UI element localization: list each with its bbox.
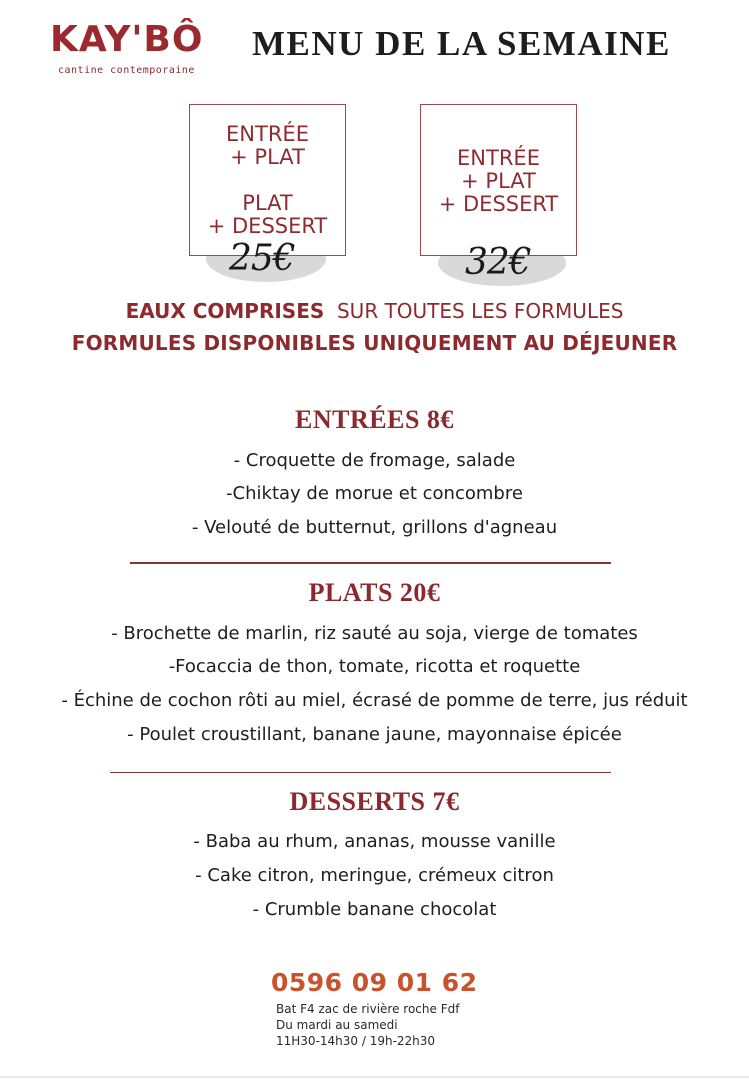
formula-1-price: 25€	[229, 238, 295, 279]
section-title-desserts: DESSERTS 7€	[289, 787, 460, 816]
formula-2-line-3: + DESSERT	[438, 192, 559, 216]
formula-1-line-1: ENTRÉE	[226, 122, 309, 146]
formula-1-line-5: + DESSERT	[207, 214, 328, 238]
list-item: - Crumble banane chocolat	[252, 899, 497, 920]
section-title-plats: PLATS 20€	[308, 578, 441, 607]
formula-2-line-2: + PLAT	[461, 169, 536, 193]
section-title-entrees: ENTRÉES 8€	[295, 405, 454, 434]
water-included-note	[0, 299, 749, 323]
list-item: - Poulet croustillant, banane jaune, mayonnaise épicée	[127, 724, 622, 745]
phone-number: 0596 09 01 62	[271, 968, 478, 997]
list-item: - Cake citron, meringue, crémeux citron	[195, 865, 554, 886]
list-item: - Baba au rhum, ananas, mousse vanille	[193, 831, 556, 852]
list-item: - Échine de cochon rôti au miel, écrasé de pomme de terre, jus réduit	[61, 690, 688, 711]
brand-tagline: cantine contemporaine	[58, 65, 195, 76]
formula-2-price: 32€	[465, 242, 531, 283]
list-item: -Focaccia de thon, tomate, ricotta et roquette	[168, 656, 581, 677]
divider-2	[110, 772, 611, 773]
formula-1-line-2: + PLAT	[230, 145, 305, 169]
formula-box-1	[189, 104, 346, 256]
formula-box-2	[420, 104, 577, 256]
list-item: -Chiktay de morue et concombre	[226, 483, 523, 504]
formula-2-line-1: ENTRÉE	[457, 146, 540, 170]
list-item: - Croquette de fromage, salade	[233, 450, 516, 471]
list-item: - Velouté de butternut, grillons d'agneau	[191, 517, 558, 538]
brand-logo: KAY'BÔ	[50, 19, 204, 60]
bottom-edge	[0, 1076, 749, 1078]
lunch-only-note: FORMULES DISPONIBLES UNIQUEMENT AU DÉJEUNER	[71, 331, 678, 355]
list-item: - Brochette de marlin, riz sauté au soja, vierge de tomates	[111, 623, 638, 644]
opening-days: Du mardi au samedi	[276, 1018, 398, 1032]
divider-1	[130, 562, 611, 564]
opening-hours: 11H30-14h30 / 19h-22h30	[276, 1034, 436, 1048]
address: Bat F4 zac de rivière roche Fdf	[276, 1002, 460, 1016]
page-title: MENU DE LA SEMAINE	[252, 24, 671, 63]
water-included-bold: EAUX COMPRISES	[125, 299, 325, 323]
water-included-rest: SUR TOUTES LES FORMULES	[336, 299, 624, 323]
formula-1-line-4: PLAT	[242, 191, 293, 215]
